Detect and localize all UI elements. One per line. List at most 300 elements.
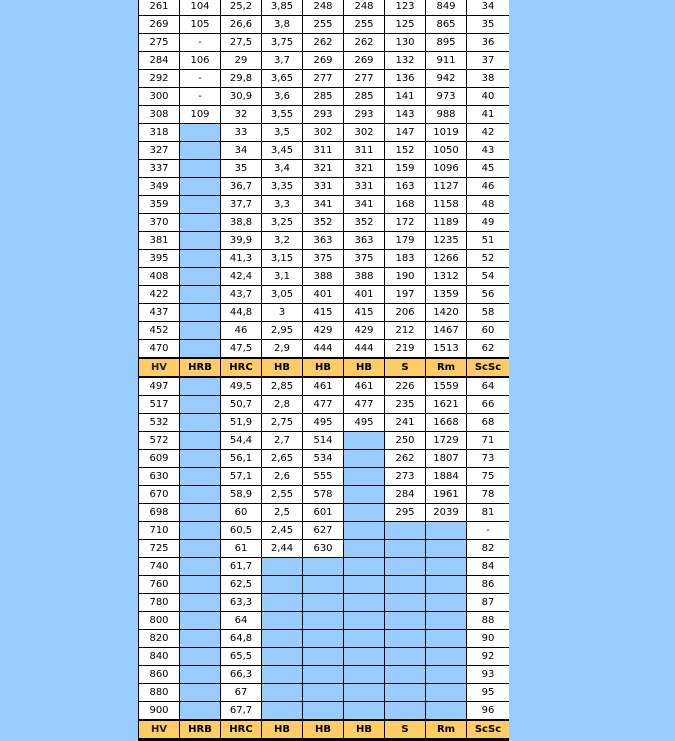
cell-scsc: 68: [467, 414, 510, 432]
cell-rm: 1961: [426, 486, 467, 504]
cell-scsc: 37: [467, 52, 510, 70]
cell-scsc: 52: [467, 250, 510, 268]
cell-hb-b: [344, 576, 385, 594]
cell-hrc: 46: [221, 322, 262, 340]
cell-hrc: 38,8: [221, 214, 262, 232]
cell-hb-ball: 2,85: [262, 377, 303, 396]
cell-hv: 275: [139, 34, 180, 52]
cell-hb-a: 302: [303, 124, 344, 142]
cell-s: 295: [385, 504, 426, 522]
cell-scsc: 54: [467, 268, 510, 286]
hardness-conversion-table: [138, 0, 509, 740]
cell-rm: 1513: [426, 340, 467, 359]
cell-hb-a: 388: [303, 268, 344, 286]
cell-hb-ball: 2,75: [262, 414, 303, 432]
cell-rm: [426, 540, 467, 558]
cell-hb-a: 331: [303, 178, 344, 196]
cell-rm: [426, 558, 467, 576]
cell-hv: 840: [139, 648, 180, 666]
cell-hrb: [180, 432, 221, 450]
table-row: [139, 286, 510, 304]
cell-hb-ball: 3,4: [262, 160, 303, 178]
cell-scsc: 82: [467, 540, 510, 558]
cell-hv: 408: [139, 268, 180, 286]
cell-hb-a: 415: [303, 304, 344, 322]
cell-hb-b: 477: [344, 396, 385, 414]
cell-scsc: 35: [467, 16, 510, 34]
cell-scsc: 42: [467, 124, 510, 142]
cell-s: 262: [385, 450, 426, 468]
cell-hrb: [180, 250, 221, 268]
cell-hrc: 62,5: [221, 576, 262, 594]
cell-hb-a: 311: [303, 142, 344, 160]
cell-hv: 860: [139, 666, 180, 684]
header-hb-a: HB: [303, 358, 344, 377]
cell-hb-a: 269: [303, 52, 344, 70]
cell-hb-a: 401: [303, 286, 344, 304]
cell-hb-b: [344, 540, 385, 558]
table-row: [139, 88, 510, 106]
cell-hrc: 39,9: [221, 232, 262, 250]
cell-hv: 452: [139, 322, 180, 340]
cell-hv: 740: [139, 558, 180, 576]
cell-hrb: 106: [180, 52, 221, 70]
cell-hb-a: 285: [303, 88, 344, 106]
cell-hrc: 67: [221, 684, 262, 702]
cell-scsc: 66: [467, 396, 510, 414]
cell-hrb: [180, 594, 221, 612]
cell-s: 125: [385, 16, 426, 34]
cell-scsc: 34: [467, 0, 510, 16]
cell-hb-a: 495: [303, 414, 344, 432]
cell-hrc: 49,5: [221, 377, 262, 396]
cell-hb-a: 534: [303, 450, 344, 468]
header-s: S: [385, 720, 426, 739]
cell-rm: [426, 666, 467, 684]
cell-hb-a: 255: [303, 16, 344, 34]
cell-hb-ball: 2,5: [262, 504, 303, 522]
cell-hrb: [180, 322, 221, 340]
table-row: [139, 576, 510, 594]
cell-hrb: [180, 630, 221, 648]
cell-hb-a: [303, 702, 344, 721]
header-hrc: HRC: [221, 358, 262, 377]
cell-hrb: [180, 540, 221, 558]
cell-scsc: 48: [467, 196, 510, 214]
table-row: [139, 540, 510, 558]
cell-hrc: 65,5: [221, 648, 262, 666]
cell-scsc: 90: [467, 630, 510, 648]
table-row: [139, 450, 510, 468]
cell-rm: [426, 630, 467, 648]
cell-hb-b: 293: [344, 106, 385, 124]
cell-hrb: [180, 124, 221, 142]
table-row: [139, 702, 510, 721]
table-row: [139, 612, 510, 630]
cell-hb-ball: 2,55: [262, 486, 303, 504]
table-row: [139, 34, 510, 52]
cell-s: 132: [385, 52, 426, 70]
cell-hb-b: [344, 630, 385, 648]
cell-s: 241: [385, 414, 426, 432]
cell-s: [385, 702, 426, 721]
cell-hb-ball: [262, 648, 303, 666]
cell-hb-ball: 2,8: [262, 396, 303, 414]
cell-hb-b: [344, 450, 385, 468]
cell-hb-ball: [262, 630, 303, 648]
cell-hv: 359: [139, 196, 180, 214]
cell-hrb: 104: [180, 0, 221, 16]
cell-rm: 1266: [426, 250, 467, 268]
cell-hb-a: 293: [303, 106, 344, 124]
cell-hb-b: 262: [344, 34, 385, 52]
cell-hb-ball: 2,45: [262, 522, 303, 540]
cell-hrc: 42,4: [221, 268, 262, 286]
cell-rm: [426, 684, 467, 702]
cell-hrb: [180, 612, 221, 630]
cell-scsc: 56: [467, 286, 510, 304]
cell-hb-b: [344, 558, 385, 576]
cell-scsc: 87: [467, 594, 510, 612]
cell-hb-ball: 3,8: [262, 16, 303, 34]
cell-s: 123: [385, 0, 426, 16]
cell-s: 219: [385, 340, 426, 359]
table-row: [139, 486, 510, 504]
cell-hb-a: 248: [303, 0, 344, 16]
cell-hv: 760: [139, 576, 180, 594]
header-hb-ball: HB: [262, 720, 303, 739]
cell-rm: 1096: [426, 160, 467, 178]
cell-hb-ball: 2,9: [262, 340, 303, 359]
cell-s: [385, 648, 426, 666]
cell-hrc: 35: [221, 160, 262, 178]
cell-hb-b: 415: [344, 304, 385, 322]
cell-hb-ball: 3,3: [262, 196, 303, 214]
cell-s: [385, 612, 426, 630]
cell-hv: 497: [139, 377, 180, 396]
cell-hrc: 56,1: [221, 450, 262, 468]
cell-hb-ball: 3,7: [262, 52, 303, 70]
cell-rm: 942: [426, 70, 467, 88]
cell-hb-b: 341: [344, 196, 385, 214]
cell-hb-a: 630: [303, 540, 344, 558]
cell-hv: 780: [139, 594, 180, 612]
cell-s: 273: [385, 468, 426, 486]
cell-s: 168: [385, 196, 426, 214]
cell-hb-b: 352: [344, 214, 385, 232]
cell-hb-ball: 2,95: [262, 322, 303, 340]
cell-hrc: 61: [221, 540, 262, 558]
cell-hb-ball: 3: [262, 304, 303, 322]
header-row-bottom-group: [139, 720, 510, 739]
cell-hrc: 33: [221, 124, 262, 142]
cell-hv: 395: [139, 250, 180, 268]
header-hb-a: HB: [303, 720, 344, 739]
cell-hrb: 109: [180, 106, 221, 124]
cell-hb-b: 461: [344, 377, 385, 396]
cell-scsc: 49: [467, 214, 510, 232]
cell-hb-b: 429: [344, 322, 385, 340]
cell-hrb: [180, 504, 221, 522]
cell-s: 190: [385, 268, 426, 286]
cell-hrb: [180, 196, 221, 214]
cell-hb-a: 352: [303, 214, 344, 232]
header-hv: HV: [139, 720, 180, 739]
cell-s: [385, 630, 426, 648]
cell-s: 179: [385, 232, 426, 250]
cell-hb-b: 331: [344, 178, 385, 196]
cell-hrc: 43,7: [221, 286, 262, 304]
cell-hb-ball: [262, 576, 303, 594]
cell-hb-b: [344, 504, 385, 522]
cell-s: 152: [385, 142, 426, 160]
cell-hrb: [180, 648, 221, 666]
table-row: [139, 214, 510, 232]
cell-hb-ball: 2,65: [262, 450, 303, 468]
cell-hb-a: 514: [303, 432, 344, 450]
header-hrb: HRB: [180, 720, 221, 739]
cell-s: [385, 558, 426, 576]
cell-s: [385, 684, 426, 702]
table-row: [139, 340, 510, 359]
table-row: [139, 124, 510, 142]
cell-hrc: 27,5: [221, 34, 262, 52]
table-row: [139, 250, 510, 268]
cell-hv: 630: [139, 468, 180, 486]
cell-scsc: 58: [467, 304, 510, 322]
cell-hb-b: 302: [344, 124, 385, 142]
cell-scsc: 75: [467, 468, 510, 486]
header-rm: Rm: [426, 720, 467, 739]
cell-hb-a: 627: [303, 522, 344, 540]
cell-s: 163: [385, 178, 426, 196]
cell-hb-b: 255: [344, 16, 385, 34]
cell-scsc: 60: [467, 322, 510, 340]
cell-scsc: 78: [467, 486, 510, 504]
cell-hb-a: [303, 648, 344, 666]
cell-hv: 517: [139, 396, 180, 414]
cell-hrc: 50,7: [221, 396, 262, 414]
cell-hrc: 32: [221, 106, 262, 124]
cell-scsc: -: [467, 522, 510, 540]
cell-s: [385, 594, 426, 612]
cell-hb-b: [344, 468, 385, 486]
header-hb-b: HB: [344, 358, 385, 377]
cell-hb-b: [344, 594, 385, 612]
cell-hb-ball: [262, 594, 303, 612]
header-hrb: HRB: [180, 358, 221, 377]
cell-scsc: 88: [467, 612, 510, 630]
cell-hb-ball: 3,45: [262, 142, 303, 160]
cell-rm: 988: [426, 106, 467, 124]
cell-hv: 422: [139, 286, 180, 304]
cell-scsc: 40: [467, 88, 510, 106]
cell-hb-b: [344, 648, 385, 666]
cell-hrc: 51,9: [221, 414, 262, 432]
cell-hrc: 57,1: [221, 468, 262, 486]
cell-rm: 1668: [426, 414, 467, 432]
header-hb-ball: HB: [262, 358, 303, 377]
cell-hb-b: 311: [344, 142, 385, 160]
cell-hb-b: [344, 486, 385, 504]
cell-hv: 292: [139, 70, 180, 88]
cell-hv: 900: [139, 702, 180, 721]
cell-s: 147: [385, 124, 426, 142]
cell-hrb: [180, 684, 221, 702]
cell-hb-a: 375: [303, 250, 344, 268]
cell-hrc: 47,5: [221, 340, 262, 359]
cell-hrc: 37,7: [221, 196, 262, 214]
cell-rm: [426, 648, 467, 666]
cell-hv: 318: [139, 124, 180, 142]
cell-hv: 670: [139, 486, 180, 504]
cell-hrc: 30,9: [221, 88, 262, 106]
cell-hb-ball: 3,6: [262, 88, 303, 106]
cell-scsc: 64: [467, 377, 510, 396]
cell-rm: 1189: [426, 214, 467, 232]
cell-rm: [426, 522, 467, 540]
cell-rm: 1019: [426, 124, 467, 142]
cell-hrb: [180, 268, 221, 286]
cell-hrc: 34: [221, 142, 262, 160]
cell-scsc: 36: [467, 34, 510, 52]
cell-hb-b: [344, 684, 385, 702]
cell-hb-b: [344, 702, 385, 721]
table-body-bottom: [139, 377, 510, 720]
cell-rm: 895: [426, 34, 467, 52]
table-row: [139, 70, 510, 88]
cell-rm: 973: [426, 88, 467, 106]
table-row: [139, 377, 510, 396]
cell-hb-a: 321: [303, 160, 344, 178]
cell-hrb: [180, 340, 221, 359]
cell-hb-ball: [262, 684, 303, 702]
cell-hv: 261: [139, 0, 180, 16]
cell-hb-b: [344, 666, 385, 684]
cell-hb-ball: 3,05: [262, 286, 303, 304]
cell-s: 172: [385, 214, 426, 232]
cell-scsc: 43: [467, 142, 510, 160]
table-row: [139, 666, 510, 684]
cell-s: [385, 540, 426, 558]
cell-hb-ball: 2,7: [262, 432, 303, 450]
cell-hrb: -: [180, 70, 221, 88]
cell-hv: 308: [139, 106, 180, 124]
cell-hb-a: [303, 630, 344, 648]
cell-hb-a: 461: [303, 377, 344, 396]
cell-hv: 820: [139, 630, 180, 648]
cell-s: 159: [385, 160, 426, 178]
table-row: [139, 558, 510, 576]
cell-s: [385, 666, 426, 684]
cell-hrb: [180, 377, 221, 396]
cell-hb-b: 285: [344, 88, 385, 106]
cell-hrb: [180, 396, 221, 414]
cell-s: 141: [385, 88, 426, 106]
cell-hv: 300: [139, 88, 180, 106]
cell-scsc: 73: [467, 450, 510, 468]
table-row: [139, 268, 510, 286]
cell-hv: 437: [139, 304, 180, 322]
cell-hb-a: 341: [303, 196, 344, 214]
cell-hb-a: 262: [303, 34, 344, 52]
cell-hv: 349: [139, 178, 180, 196]
cell-hrc: 60: [221, 504, 262, 522]
cell-rm: 1158: [426, 196, 467, 214]
cell-hv: 532: [139, 414, 180, 432]
cell-hb-b: 444: [344, 340, 385, 359]
table-row: [139, 142, 510, 160]
table-row: [139, 178, 510, 196]
cell-rm: 849: [426, 0, 467, 16]
header-hrc: HRC: [221, 720, 262, 739]
cell-hv: 284: [139, 52, 180, 70]
cell-hrb: [180, 214, 221, 232]
hardness-table-container: [138, 0, 509, 741]
cell-s: 183: [385, 250, 426, 268]
cell-rm: [426, 612, 467, 630]
cell-hb-a: 277: [303, 70, 344, 88]
cell-s: 235: [385, 396, 426, 414]
cell-rm: 1621: [426, 396, 467, 414]
cell-s: 136: [385, 70, 426, 88]
cell-rm: 1235: [426, 232, 467, 250]
cell-rm: 911: [426, 52, 467, 70]
cell-hb-b: 375: [344, 250, 385, 268]
cell-s: 143: [385, 106, 426, 124]
cell-hrc: 29,8: [221, 70, 262, 88]
cell-hrb: [180, 450, 221, 468]
cell-s: [385, 576, 426, 594]
cell-hrc: 64: [221, 612, 262, 630]
cell-hb-ball: 3,75: [262, 34, 303, 52]
cell-hv: 609: [139, 450, 180, 468]
cell-hb-ball: 3,5: [262, 124, 303, 142]
table-row: [139, 414, 510, 432]
table-row: [139, 232, 510, 250]
cell-rm: [426, 702, 467, 721]
cell-rm: 1807: [426, 450, 467, 468]
cell-hrb: [180, 558, 221, 576]
cell-hrb: [180, 178, 221, 196]
table-row: [139, 0, 510, 16]
cell-rm: 1467: [426, 322, 467, 340]
cell-hrc: 26,6: [221, 16, 262, 34]
cell-hv: 800: [139, 612, 180, 630]
cell-scsc: 86: [467, 576, 510, 594]
cell-hb-b: [344, 612, 385, 630]
table-row: [139, 396, 510, 414]
cell-hb-ball: 3,2: [262, 232, 303, 250]
cell-hb-ball: 3,55: [262, 106, 303, 124]
cell-hrb: [180, 576, 221, 594]
table-row: [139, 684, 510, 702]
cell-hb-a: 363: [303, 232, 344, 250]
cell-hrc: 29: [221, 52, 262, 70]
table-row: [139, 304, 510, 322]
cell-hrb: 105: [180, 16, 221, 34]
cell-hrb: [180, 666, 221, 684]
header-row-bottom: [139, 720, 510, 739]
cell-s: 212: [385, 322, 426, 340]
cell-hv: 381: [139, 232, 180, 250]
cell-rm: 865: [426, 16, 467, 34]
cell-scsc: 92: [467, 648, 510, 666]
table-row: [139, 16, 510, 34]
table-row: [139, 594, 510, 612]
cell-hv: 269: [139, 16, 180, 34]
cell-scsc: 71: [467, 432, 510, 450]
